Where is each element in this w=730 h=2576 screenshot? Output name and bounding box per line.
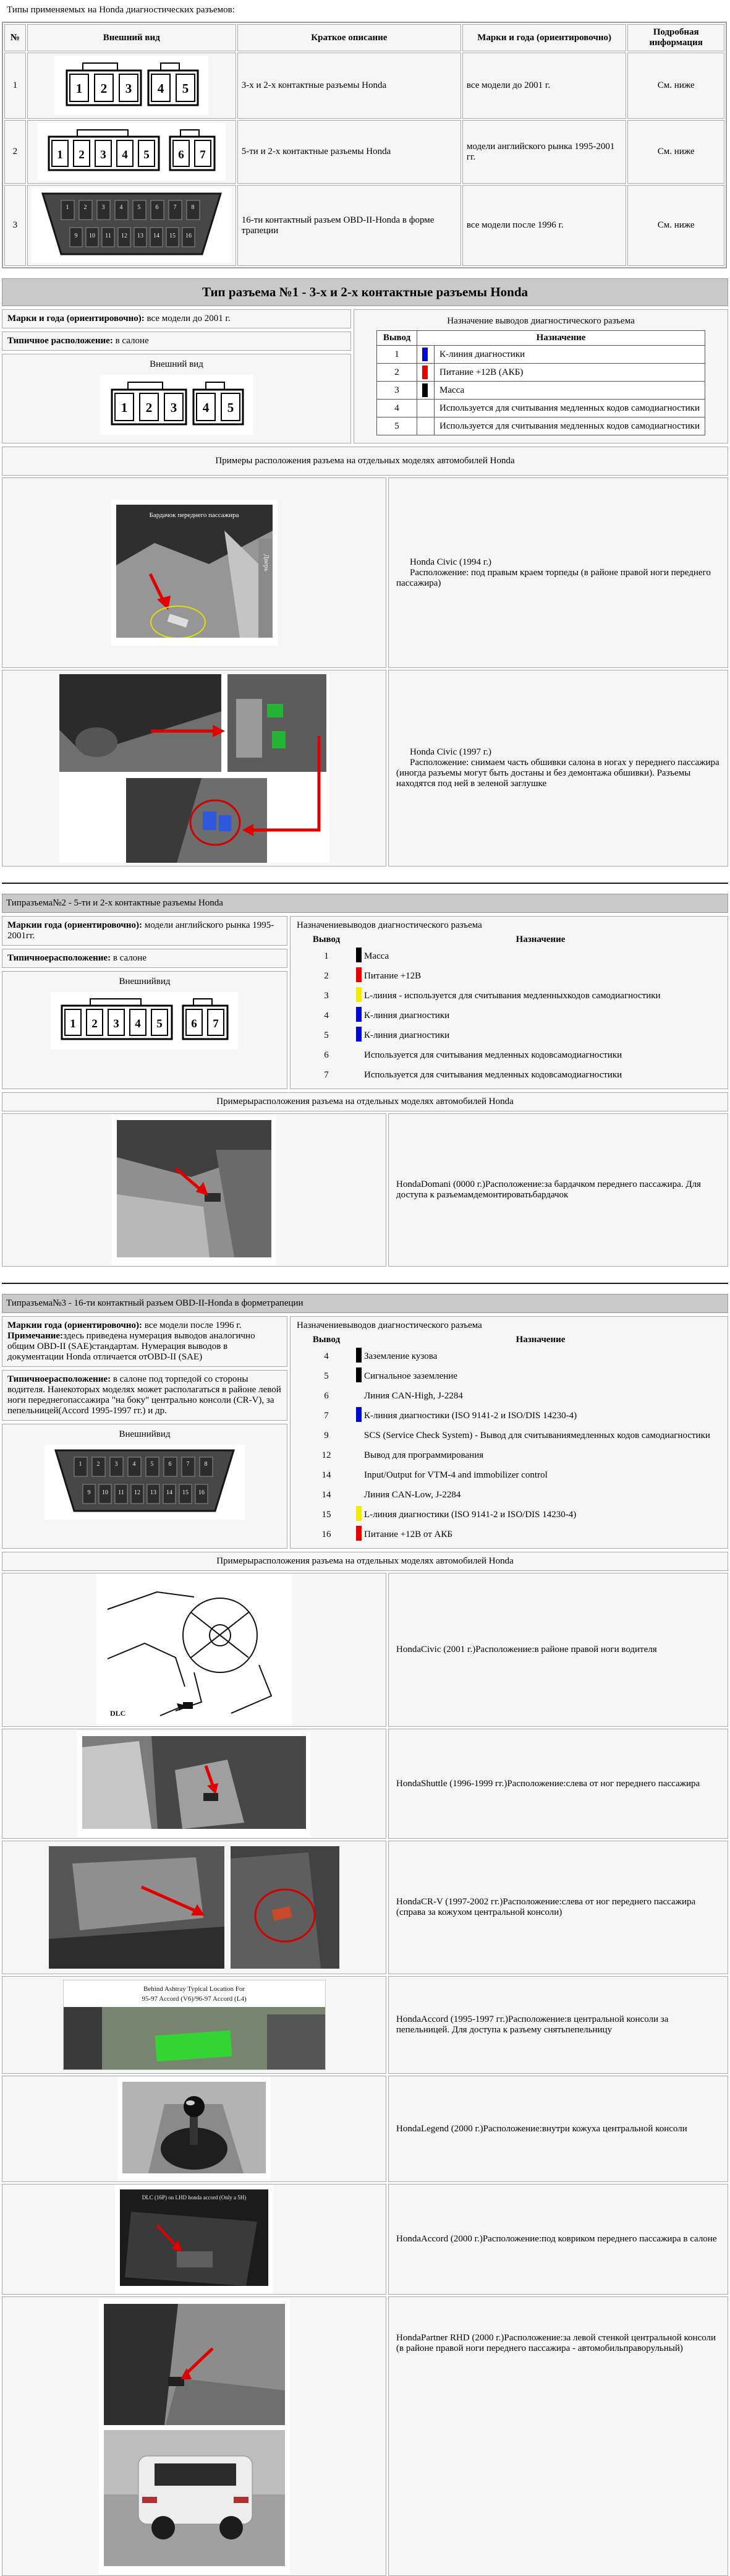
svg-text:7: 7 (186, 1461, 190, 1468)
section1-header: Тип разъема №1 - 3-х и 2-х контактные разъемы Honda (2, 278, 728, 306)
table-row (4, 120, 724, 184)
pin-row: 1 К-линия диагностики (377, 346, 705, 364)
example-row (2, 1976, 728, 2074)
svg-text:6: 6 (178, 148, 184, 161)
example-caption: HondaAccord (2000 г.)Расположение:под ковриком переднего пассажира в салоне (396, 2234, 717, 2244)
example-row (2, 1841, 728, 1974)
section3-header: Типразъема№3 - 16-ти контактный разъем OBD-II-Honda в форметрапеции (2, 1294, 728, 1313)
pin-row: 6 Линия CAN-High, J-2284 (297, 1387, 725, 1405)
pin-row: 14 Input/Output for VTM-4 and immobilizer control (297, 1466, 725, 1484)
example-row (2, 2296, 728, 2576)
wire-color-chip (356, 987, 362, 1002)
section2-header: Типразъема№2 - 5-ти и 2-х контактные разъемы Honda (2, 894, 728, 913)
pin-row: 5 Используется для считывания медленных кодов самодиагностики (377, 417, 705, 435)
s1-examples-title: Примеры расположения разъема на отдельных моделях автомобилей Honda (2, 447, 728, 476)
pin-row: 2 Питание +12В (АКБ) (377, 364, 705, 382)
pin-row: 15 L-линия диагностики (ISO 9141-2 и ISO/DIS 14230-4) (297, 1506, 725, 1524)
example-caption: Honda Civic (1997 г.) Расположение: снимаем часть обшивки салона в ногах у переднего пассажира (иногда разъемы могут быть достаны и без демонтажа обшивки). Разъемы находятся под ней в зеленой заглушке (396, 747, 719, 789)
svg-text:9: 9 (87, 1489, 91, 1496)
svg-text:Бардачок переднего пассажира: Бардачок переднего пассажира (149, 511, 239, 519)
svg-text:10: 10 (102, 1489, 108, 1496)
svg-text:2: 2 (91, 1017, 98, 1030)
example-caption: HondaShuttle (1996-1999 гг.)Расположение:слева от ног переднего пассажира (396, 1778, 700, 1789)
svg-text:3: 3 (113, 1017, 119, 1030)
wire-color-chip (356, 1027, 362, 1042)
svg-text:2: 2 (101, 81, 108, 96)
pin-row: 3 Масса (377, 382, 705, 400)
example-row (2, 477, 728, 668)
wire-color-chip (356, 1427, 362, 1442)
svg-text:10: 10 (88, 233, 95, 239)
section1-info (2, 309, 728, 443)
types-table (2, 22, 727, 268)
svg-text:16: 16 (198, 1489, 205, 1496)
svg-text:5: 5 (143, 148, 150, 161)
photo-honda-accord-95-97 (63, 1980, 326, 2070)
wire-color-chip (422, 348, 428, 361)
svg-text:4: 4 (132, 1461, 136, 1468)
svg-text:5: 5 (137, 204, 141, 211)
photo-honda-accord-2000 (120, 2189, 268, 2286)
row3-info: См. ниже (627, 185, 724, 266)
example-caption: HondaPartner RHD (2000 г.)Расположение:за левой стенкой центральной консоли (в районе правой ноги переднего пассажира - автомобильправорульный) (396, 2333, 716, 2353)
example-caption: HondaDomani (0000 г.)Расположение:за бардачком переднего пассажира. Для доступа к разъемамдемонтироватьбардачок (396, 1179, 701, 1200)
example-row (2, 670, 728, 867)
svg-text:7: 7 (173, 204, 177, 211)
pin-row: 3 L-линия - используется для считывания медленныхкодов самодиагностики (297, 987, 725, 1005)
wire-color-chip (356, 1066, 362, 1081)
wire-color-chip (356, 1506, 362, 1521)
s2-location-box: Типичноерасположение: в салоне (2, 949, 287, 968)
connector-obd2-icon (39, 192, 224, 256)
row3-desc: 16-ти контактный разъем OBD-II-Honda в форме трапеции (237, 185, 461, 266)
s2-marks-box: Маркии года (ориентировочно): модели английского рынка 1995-2001гг. (2, 916, 287, 946)
pin-row: 2 Питание +12В (297, 967, 725, 985)
svg-text:3: 3 (100, 148, 106, 161)
svg-text:6: 6 (191, 1017, 197, 1030)
section3-info (2, 1316, 728, 1549)
wire-color-chip (356, 1407, 362, 1422)
example-caption: HondaAccord (1995-1997 гг.)Расположение:в центральной консоли за пепельницей. Для доступа к разъему снятьпепельницу (396, 2014, 669, 2035)
s3-marks-box: Маркии года (ориентировочно): все модели после 1996 г. Примечание:здесь приведена нумерация выводов аналогично общим OBD-II (SAE)стандартам. Нумерация выводов в документации Honda отличается отOBD-II (SAE) (2, 1316, 287, 1367)
s3-pin-assignment: Назначениевыводов диагностического разъема Вывод Назначение 4 Заземление кузова 5 Сигнальное заземление 6 Линия CAN-High, J-2284 7 К-линия диагностики (ISO 9141-2 и ISO/DIS 14230-4) 9 SCS (Service Check System) - Вывод для считываниямедленных кодов самодиагностики 12 Вывод для программирования 14 Input/Output for VTM-4 and immobilizer control 14 Линия CAN-Low, J-2284 15 L-линия диагностики (ISO 9141-2 и ISO/DIS 14230-4) 16 Питание +12В от АКБ (290, 1316, 728, 1549)
connector-5pin-2pin-icon (58, 996, 231, 1043)
example-caption: HondaCR-V (1997-2002 гг.)Расположение:слева от ног переднего пассажира (справа за кожухом центральной консоли) (396, 1897, 696, 1917)
wire-color-chip (356, 1367, 362, 1382)
svg-text:1: 1 (76, 81, 83, 96)
svg-text:14: 14 (153, 233, 159, 239)
example-row (2, 1113, 728, 1267)
page-title: Типы применяемых на Honda диагностических разъемов: (7, 5, 235, 15)
s3-examples-title: Примерырасположения разъема на отдельных моделях автомобилей Honda (2, 1552, 728, 1571)
wire-color-chip (422, 419, 428, 433)
pin-row: 4 К-линия диагностики (297, 1007, 725, 1025)
svg-text:12: 12 (121, 233, 127, 239)
svg-text:7: 7 (213, 1017, 219, 1030)
svg-text:11: 11 (118, 1489, 124, 1496)
example-row (2, 1729, 728, 1839)
svg-text:1: 1 (66, 204, 69, 211)
svg-text:3: 3 (114, 1461, 118, 1468)
table-row (4, 53, 724, 119)
photo-honda-domani (117, 1120, 271, 1257)
drawing-honda-civic-2001-dashboard (101, 1578, 287, 1718)
col-years: Марки и года (ориентировочно) (462, 24, 626, 51)
col-info: Подробная информация (627, 24, 724, 51)
svg-text:8: 8 (191, 204, 195, 211)
svg-text:4: 4 (119, 204, 123, 211)
pin-row: 7 Используется для считывания медленных кодовсамодиагностики (297, 1066, 725, 1084)
svg-text:8: 8 (204, 1461, 208, 1468)
s2-pin-assignment: Назначениевыводов диагностического разъема Вывод Назначение 1 Масса 2 Питание +12В 3 L-линия - используется для считывания медленныхкодов самодиагностики 4 К-линия диагностики 5 К-линия диагностики 6 Используется для считывания медленных кодовсамодиагностики 7 Используется для считывания медленных кодовсамодиагностики (290, 916, 728, 1089)
svg-text:Behind Ashtray Typical Locatio: Behind Ashtray Typical Location For (143, 1985, 245, 1993)
svg-text:5: 5 (150, 1461, 154, 1468)
photo-honda-civic-1994 (116, 505, 273, 638)
wire-color-chip (356, 1387, 362, 1402)
pin-row: 1 Масса (297, 948, 725, 965)
svg-text:15: 15 (182, 1489, 189, 1496)
pin-row: 14 Линия CAN-Low, J-2284 (297, 1486, 725, 1504)
photo-honda-civic-1997-collage (59, 674, 329, 863)
pin-row: 7 К-линия диагностики (ISO 9141-2 и ISO/DIS 14230-4) (297, 1407, 725, 1425)
photo-honda-legend-shifter (122, 2082, 266, 2173)
connector-obd2-icon (52, 1448, 237, 1513)
wire-color-chip (422, 383, 428, 397)
svg-text:3: 3 (125, 81, 132, 96)
types-table-header-row (4, 24, 724, 51)
svg-text:1: 1 (79, 1461, 82, 1468)
example-caption: HondaLegend (2000 г.)Расположение:внутри кожуха центральной консоли (396, 2123, 687, 2134)
svg-text:15: 15 (169, 233, 176, 239)
example-row (2, 2184, 728, 2295)
svg-text:2: 2 (145, 400, 153, 415)
section2-info (2, 916, 728, 1089)
row1-desc: 3-х и 2-х контактные разъемы Honda (237, 53, 461, 119)
wire-color-chip (356, 1486, 362, 1501)
wire-color-chip (356, 967, 362, 982)
row2-years: модели английского рынка 1995-2001 гг. (462, 120, 626, 184)
svg-text:13: 13 (137, 233, 143, 239)
svg-text:4: 4 (158, 81, 164, 96)
svg-text:14: 14 (166, 1489, 172, 1496)
svg-text:95-97 Accord (V6)/96-97 Accord: 95-97 Accord (V6)/96-97 Accord (L4) (141, 1995, 247, 2003)
section-divider (2, 1283, 728, 1284)
connector-3pin-2pin-icon (62, 59, 201, 109)
wire-color-chip (356, 1348, 362, 1363)
section-divider (2, 883, 728, 884)
svg-text:4: 4 (122, 148, 128, 161)
svg-text:2: 2 (96, 1461, 100, 1468)
wire-color-chip (356, 1466, 362, 1481)
row3-years: все модели после 1996 г. (462, 185, 626, 266)
row1-years: все модели до 2001 г. (462, 53, 626, 119)
photo-honda-crv (49, 1846, 339, 1969)
col-num: № (4, 24, 26, 51)
row1-info: См. ниже (627, 53, 724, 119)
s1-pin-table: Вывод Назначение 1 К-линия диагностики 2 Питание +12В (АКБ) 3 Масса 4 Используется для считывания медленных кодов самодиагностики 5 Используется для считывания медленных кодов самодиагностики (376, 330, 705, 435)
s3-location-box: Типичноерасположение: в салоне под торпедой со стороны водителя. Нанекоторых моделях может располагаться в районе левой ноги переднегопассажира "на боку" центрально консоли (CR-V), за пепельницей(Accord 1995-1997 гг.) и др. (2, 1370, 287, 1421)
wire-color-chip (356, 1007, 362, 1022)
svg-text:DLC (16P) on LHD honda accord: DLC (16P) on LHD honda accord (Only a 5H) (142, 2194, 247, 2201)
svg-text:9: 9 (74, 233, 78, 239)
svg-text:16: 16 (185, 233, 192, 239)
s2-view-box: Внешнийвид 1 2 3 4 5 6 7 (2, 971, 287, 1089)
wire-color-chip (422, 366, 428, 379)
example-row (2, 2076, 728, 2182)
svg-text:2: 2 (79, 148, 85, 161)
svg-text:3: 3 (101, 204, 105, 211)
photo-honda-partner-rhd (104, 2304, 285, 2566)
wire-color-chip (356, 1447, 362, 1461)
row2-info: См. ниже (627, 120, 724, 184)
svg-text:4: 4 (135, 1017, 141, 1030)
row2-desc: 5-ти и 2-х контактные разъемы Honda (237, 120, 461, 184)
row2-num: 2 (4, 120, 26, 184)
svg-text:2: 2 (83, 204, 87, 211)
s1-pin-assignment: Назначение выводов диагностического разъема Вывод Назначение 1 К-линия диагностики 2 Питание +12В (АКБ) 3 Масса 4 Используется для считывания медленных кодов самодиагностики 5 Используется для считывания медленных кодов самодиагностики (354, 309, 728, 443)
wire-color-chip (356, 1046, 362, 1061)
example-caption: HondaCivic (2001 г.)Расположение:в районе правой ноги водителя (396, 1645, 657, 1654)
svg-text:1: 1 (70, 1017, 76, 1030)
svg-text:6: 6 (155, 204, 159, 211)
pin-row: 16 Питание +12В от АКБ (297, 1526, 725, 1544)
svg-text:Дверь: Дверь (262, 554, 270, 572)
table-row (4, 185, 724, 266)
s3-view-box: Внешнийвид 1 2 3 4 5 6 7 8 9 10 11 12 13 14 15 16 (2, 1424, 287, 1549)
pin-row: 5 К-линия диагностики (297, 1027, 725, 1045)
svg-text:DLC: DLC (110, 1709, 126, 1718)
svg-text:6: 6 (168, 1461, 172, 1468)
pin-row: 4 Заземление кузова (297, 1348, 725, 1366)
example-caption: Honda Civic (1994 г.) Расположение: под правым краем торпеды (в районе правой ноги переднего пассажира) (396, 557, 711, 588)
wire-color-chip (356, 948, 362, 962)
svg-text:1: 1 (57, 148, 63, 161)
s1-marks-box: Марки и года (ориентировочно): все модели до 2001 г. (2, 309, 351, 328)
svg-text:13: 13 (150, 1489, 156, 1496)
document-page (2, 0, 728, 2576)
row3-num: 3 (4, 185, 26, 266)
col-view: Внешний вид (27, 24, 236, 51)
svg-text:5: 5 (227, 400, 234, 415)
row1-num: 1 (4, 53, 26, 119)
pin-row: 6 Используется для считывания медленных кодовсамодиагностики (297, 1046, 725, 1064)
svg-text:4: 4 (202, 400, 210, 415)
svg-text:3: 3 (170, 400, 177, 415)
svg-text:5: 5 (156, 1017, 163, 1030)
wire-color-chip (356, 1526, 362, 1541)
connector-5pin-2pin-icon (45, 127, 218, 174)
svg-text:5: 5 (182, 81, 189, 96)
svg-text:7: 7 (200, 148, 206, 161)
photo-honda-shuttle (82, 1736, 306, 1829)
s2-examples-title: Примерырасположения разъема на отдельных моделях автомобилей Honda (2, 1092, 728, 1111)
connector-3pin-2pin-icon (107, 379, 246, 428)
wire-color-chip (422, 401, 428, 415)
pin-row: 9 SCS (Service Check System) - Вывод для считываниямедленных кодов самодиагностики (297, 1427, 725, 1445)
s1-view-box: Внешний вид 1 2 3 4 5 (2, 354, 351, 443)
svg-text:12: 12 (134, 1489, 140, 1496)
s1-location-box: Типичное расположение: в салоне (2, 332, 351, 351)
pin-row: 5 Сигнальное заземление (297, 1367, 725, 1385)
svg-text:11: 11 (104, 233, 111, 239)
col-desc: Краткое описание (237, 24, 461, 51)
pin-row: 4 Используется для считывания медленных кодов самодиагностики (377, 400, 705, 417)
pin-row: 12 Вывод для программирования (297, 1447, 725, 1465)
svg-text:1: 1 (121, 400, 128, 415)
example-row (2, 1573, 728, 1727)
